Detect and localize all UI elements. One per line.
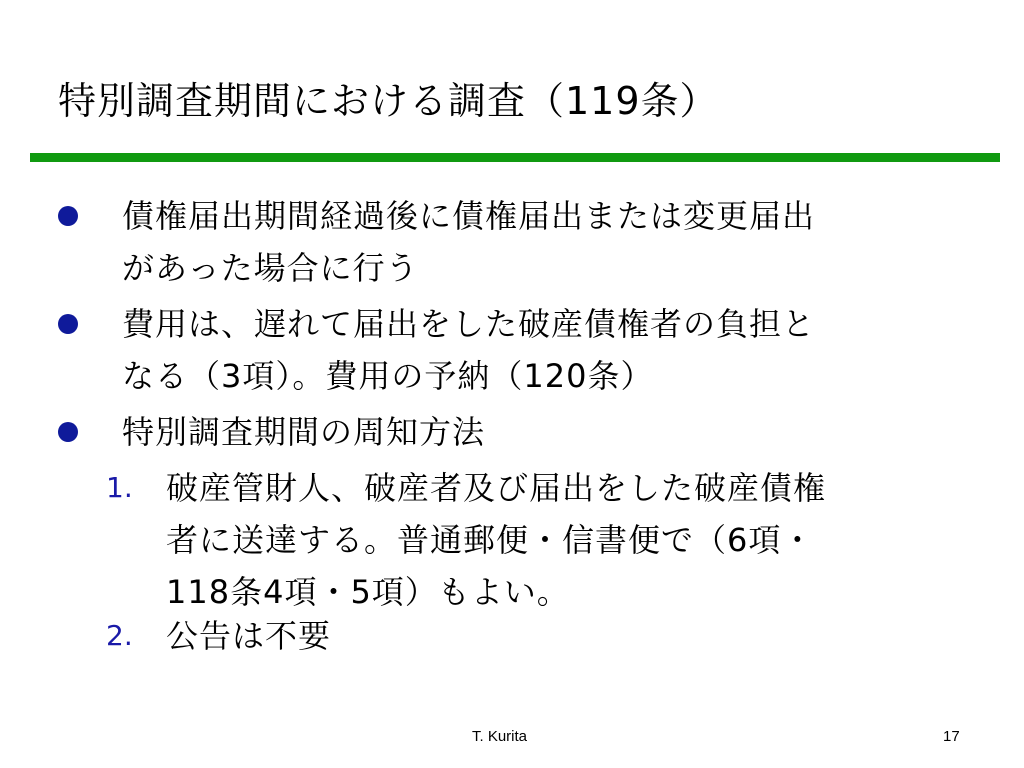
bullet-2-line-1: 費用は、遅れて届出をした破産債権者の負担と — [122, 305, 816, 343]
numbered-2-line-1: 公告は不要 — [166, 617, 332, 655]
numbered-marker-1: 1. — [106, 471, 133, 504]
numbered-1-line-3: 118条4項・5項）もよい。 — [166, 573, 570, 611]
footer-author: T. Kurita — [472, 728, 528, 745]
bullet-2-line-2: なる（3項）。費用の予納（120条） — [122, 357, 654, 395]
bullet-icon — [58, 422, 78, 442]
footer-page-number: 17 — [943, 728, 960, 745]
numbered-marker-2: 2. — [106, 619, 133, 652]
bullet-1-line-1: 債権届出期間経過後に債権届出または変更届出 — [122, 197, 816, 235]
bullet-icon — [58, 314, 78, 334]
numbered-1-line-1: 破産管財人、破産者及び届出をした破産債権 — [166, 469, 827, 507]
bullet-3-line-1: 特別調査期間の周知方法 — [122, 413, 486, 451]
bullet-1-line-2: があった場合に行う — [122, 249, 419, 287]
numbered-1-line-2: 者に送達する。普通郵便・信書便で（6項・ — [166, 521, 815, 559]
slide-title: 特別調査期間における調査（119条） — [58, 79, 719, 123]
bullet-icon — [58, 206, 78, 226]
title-divider — [30, 153, 1000, 162]
